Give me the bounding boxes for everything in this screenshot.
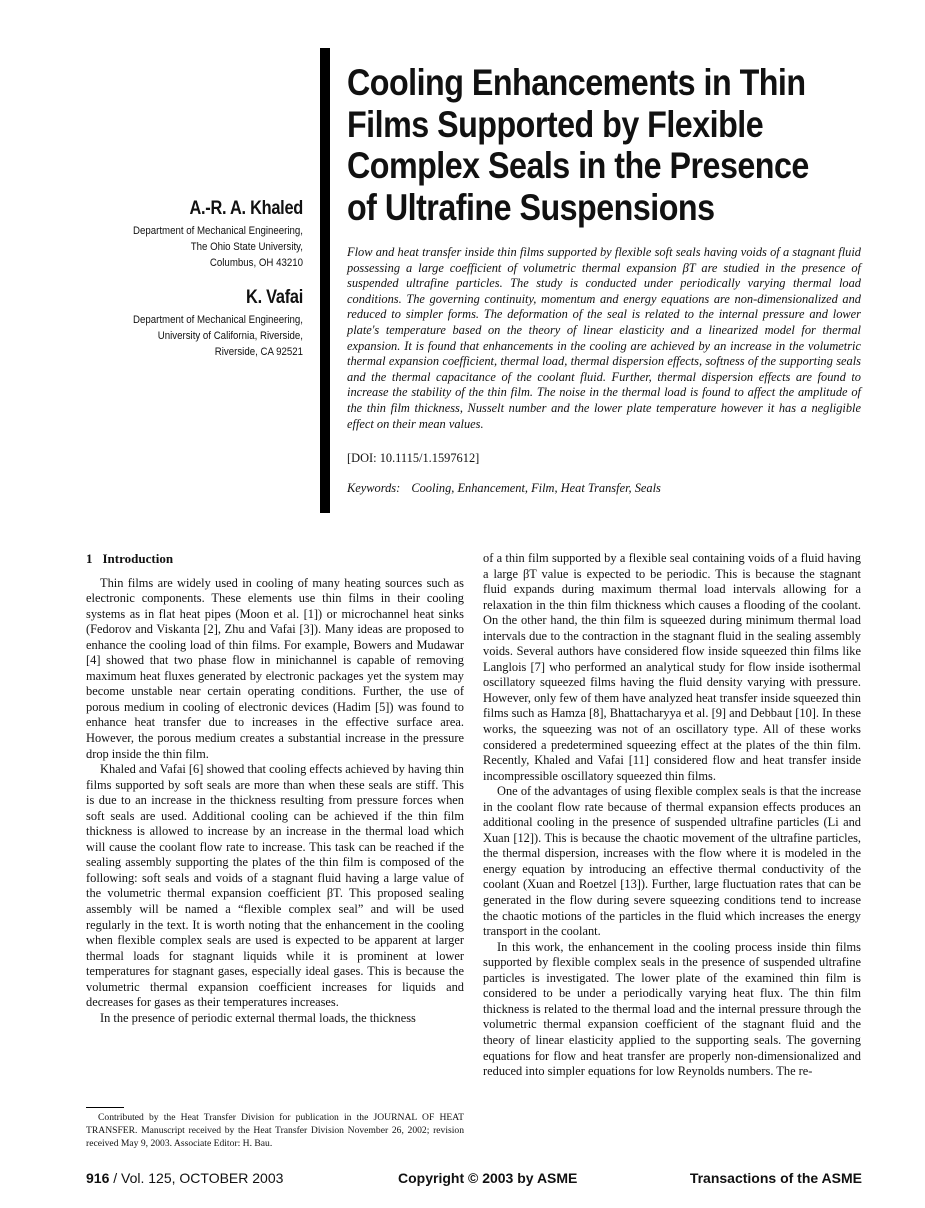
body-paragraph: Thin films are widely used in cooling of many heating sources such as electronic components. These elements use thin films in their cooling systems as in flat heat pipes (Moon et al. [1]) or microchannel heat sinks (Fedorov and Viskanta [2], Zhu and Vafai [3]). Many ideas are proposed to enhance the cooling load of thin films. For example, Bowers and Mudawar [4] showed that two phase flow in minichannel is capable of removing maximum heat fluxes generated by electronic packages yet the system may become unstable near certain operating conditions. Further, the use of porous medium in cooling of electronic devices (Hadim [5]) was found to enhance heat transfer due to increases in the effective surface area. However, the porous medium creates a substantial increase in the pressure drop inside the thin film.: [86, 575, 464, 761]
footer-volume-info: [86, 1170, 283, 1186]
author-affiliation-line: Department of Mechanical Engineering,: [132, 314, 303, 326]
section-number: 1: [86, 551, 93, 566]
abstract: Flow and heat transfer inside thin films supported by flexible soft seals having voids of a stagnant fluid possessing a large coefficient of volumetric thermal expansion βT are studied in the presence of suspended ultrafine particles. The study is conducted under periodically varying thermal load conditions. The governing continuity, momentum and energy equations are non-dimensionalized and reduced to simpler forms. The deformation of the seal is related to the internal pressure and lower plate's temperature based on the theory of linear elasticity and a linearized model for thermal expansion. It is found that enhancements in the cooling are achieved by an increase in the volumetric thermal expansion coefficient, thermal load, thermal dispersion effects, softness of the supporting seals and the thermal capacitance of the coolant fluid. Further, thermal dispersion effects are found to increase the stability of the thin film. The noise in the thermal load is found to affect the amplitude of the thin film thickness, Nusselt number and the lower plate temperature however it has a negligible effect on their mean values.: [347, 245, 861, 431]
title-line: Complex Seals in the Presence: [347, 144, 809, 186]
footnote-rule: [86, 1107, 124, 1108]
author-name: K. Vafai: [246, 287, 303, 308]
body-column-right: [483, 551, 861, 1080]
journal-name: Transactions of the ASME: [689, 1170, 862, 1186]
footnote: Contributed by the Heat Transfer Division for publication in the JOURNAL OF HEAT TRANSFER. Manuscript received by the Heat Transfer Division November 26, 2002; revision received May 9, 2003. Associate Editor: H. Bau.: [86, 1112, 464, 1149]
keywords-text: Cooling, Enhancement, Film, Heat Transfer, Seals: [411, 481, 661, 495]
copyright: Copyright © 2003 by ASME: [398, 1170, 578, 1186]
title-line: of Ultrafine Suspensions: [347, 185, 715, 228]
author-affiliation-line: Department of Mechanical Engineering,: [132, 225, 303, 237]
body-paragraph: In the presence of periodic external thermal loads, the thickness: [100, 1010, 416, 1025]
author-name: A.-R. A. Khaled: [189, 198, 303, 219]
keywords-label: Keywords:: [347, 481, 401, 495]
section-title: Introduction: [102, 551, 174, 566]
author-affiliation-line: Columbus, OH 43210: [209, 257, 303, 269]
author-1: [73, 198, 303, 271]
title-line: Films Supported by Flexible: [347, 102, 764, 145]
page-footer: [86, 1170, 862, 1190]
author-block: [73, 198, 303, 360]
keywords: [347, 481, 661, 496]
body-paragraph: of a thin film supported by a flexible seal containing voids of a fluid having a large βT value is expected to be periodic. This is because the stagnant fluid expands during maximum thermal load intervals allowing for a relaxation in the thin film thickness which causes a flooding of the coolant. On the other hand, the thin film is squeezed during minimum thermal load intervals due to the contraction in the stagnant fluid in the sealing assembly voids. Several authors have considered flow inside squeezed thin films like Langlois [7] who performed an analytical study for flow inside isothermal oscillatory squeezed films having the fluid density varying with pressure. However, only few of them have analyzed heat transfer inside squeezed thin films such as Hamza [8], Bhattacharyya et al. [9] and Debbaut [10]. In these works, the squeezing was not of an oscillatory type. All of these works considered a predetermined squeezing effect at the plates of the thin film. Recently, Khaled and Vafai [11] considered flow and heat transfer inside incompressible oscillatory squeezed thin films.: [483, 551, 861, 783]
author-2: [73, 287, 303, 360]
volume-date: / Vol. 125, OCTOBER 2003: [113, 1170, 284, 1186]
title-side-bar: [320, 48, 330, 513]
doi: [DOI: 10.1115/1.1597612]: [347, 451, 480, 465]
author-affiliation-line: University of California, Riverside,: [157, 330, 303, 342]
body-paragraph: In this work, the enhancement in the cooling process inside thin films supported by flexible complex seals in the presence of suspended ultrafine particles is investigated. The lower plate of the examined thin film is considered to be under a periodically varying heat flux. The thin film thickness is related to the thermal load and the internal pressure through the volumetric thermal expansion coefficient of the stagnant fluid and the theory of linear elasticity applied to the supporting seals. The governing equations for flow and heat transfer are properly non-dimensionalized and reduced into simpler equations for low Reynolds numbers. The re-: [483, 939, 861, 1079]
author-affiliation-line: The Ohio State University,: [190, 241, 303, 253]
body-paragraph: Khaled and Vafai [6] showed that cooling effects achieved by having thin films supported by soft seals are more than when these seals are stiff. This is due to an increase in the thickness resulting from pressure forces when soft seals are used. Additional cooling can be achieved if the thin film thickness is allowed to increase by an increase in the thermal load which will cause the coolant flow rate to increase. This task can be reached if the sealing assembly supporting the plates of the thin film is composed of the following: soft seals and voids of a stagnant fluid having a large value of the volumetric thermal expansion coefficient βT. This proposed sealing assembly will be named a “flexible complex seal” and will be used regularly in the text. It is worth noting that the enhancement in the cooling when flexible complex seals are used is expected to be apparent at larger thermal loads for stagnant liquids while it is prominent at lower temperatures for stagnant gases, especially ideal gases. This is because the volumetric thermal expansion coefficient increases for liquids and decreases for gases as their temperatures increases.: [86, 762, 464, 1010]
paper-title: [347, 61, 809, 228]
page-number: 916: [86, 1170, 110, 1186]
title-line: Cooling Enhancements in Thin: [347, 61, 806, 103]
section-heading: [86, 551, 464, 567]
author-affiliation-line: Riverside, CA 92521: [214, 346, 303, 358]
body-paragraph: One of the advantages of using flexible complex seals is that the increase in the coolant flow rate because of thermal expansion effects produces an additional cooling in the presence of suspended ultrafine particles (Li and Xuan [12]). This is because the chaotic movement of the ultrafine particles, the thermal dispersion, increases with the flow where it is modeled in the energy equation by introducing an effective thermal conductivity of the coolant (Xuan and Roetzel [13]). Further, large fluctuation rates that can be generated in the flow during severe squeezing conditions tend to increase the chaotic motions of the particles in the fluid which increases the energy transport in the coolant.: [483, 784, 861, 939]
body-column-left: [86, 551, 464, 1026]
